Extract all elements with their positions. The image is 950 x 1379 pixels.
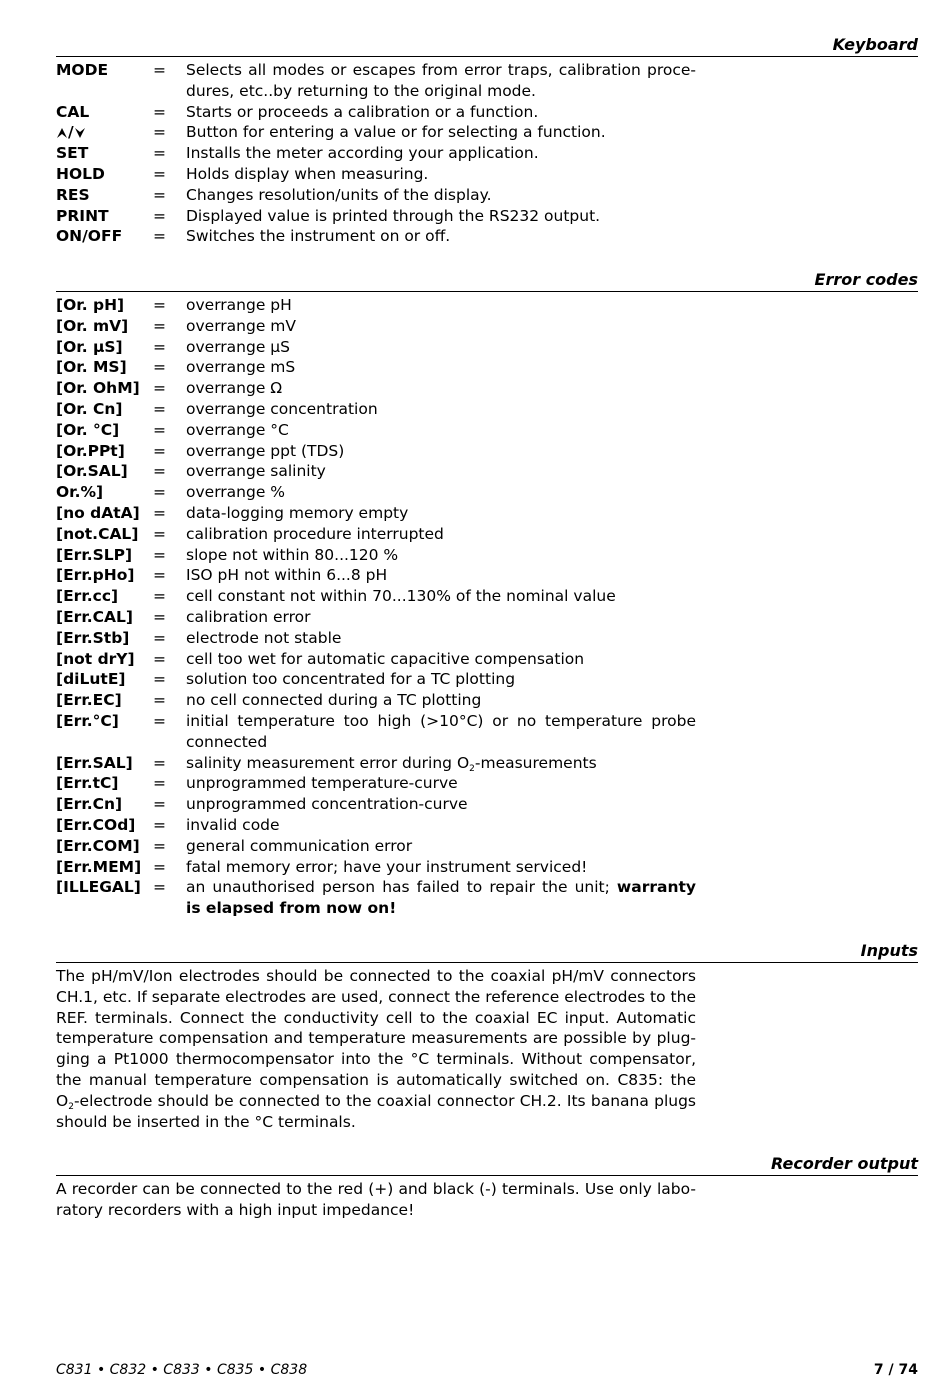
- keyboard-equals: =: [153, 61, 166, 79]
- keyboard-row: [56, 143, 918, 164]
- keyboard-equals: =: [153, 227, 166, 246]
- keyboard-key: PRINT: [56, 206, 109, 225]
- error-code-equals: =: [153, 503, 166, 522]
- error-code-equals: =: [153, 462, 166, 481]
- error-code-description: solution too concentrated for a TC plotting: [186, 670, 516, 689]
- keyboard-key: SET: [56, 144, 89, 163]
- keyboard-row: [56, 226, 918, 247]
- error-code-description: general communication error: [186, 836, 413, 855]
- error-code-equals: =: [153, 815, 166, 834]
- keyboard-key: ON/OFF: [56, 227, 123, 246]
- error-code-key: [Or. Cn]: [56, 399, 123, 418]
- error-code-row: [56, 565, 918, 586]
- keyboard-section: [56, 35, 918, 247]
- keyboard-row: [56, 164, 918, 185]
- keyboard-description: Switches the instrument on or off.: [186, 227, 451, 246]
- error-code-row: [56, 836, 918, 857]
- error-code-row: [56, 753, 918, 774]
- key-separator: /: [68, 123, 74, 142]
- error-code-key: [not.CAL]: [56, 524, 139, 543]
- error-code-description: [186, 877, 696, 919]
- error-code-equals: =: [153, 337, 166, 356]
- error-code-description: slope not within 80...120 %: [186, 545, 399, 564]
- keyboard-key: [56, 122, 153, 143]
- keyboard-equals: =: [153, 102, 166, 121]
- error-code-key: [Or.PPt]: [56, 441, 125, 460]
- description-text-post: -measurements: [474, 753, 597, 772]
- error-code-row: [56, 857, 918, 878]
- error-code-description: overrange ppt (TDS): [186, 441, 345, 460]
- error-code-row: [56, 711, 918, 753]
- error-code-equals: =: [153, 649, 166, 668]
- error-code-description: cell constant not within 70...130% of the nominal value: [186, 587, 616, 606]
- error-code-description: [186, 753, 696, 774]
- error-code-equals: =: [153, 420, 166, 439]
- error-code-row: [56, 524, 918, 545]
- error-code-description: overrange pH: [186, 296, 292, 314]
- error-code-description: overrange mV: [186, 316, 296, 335]
- error-code-key: [Err.COd]: [56, 815, 136, 834]
- keyboard-heading: Keyboard: [56, 35, 918, 57]
- keyboard-description: Displayed value is printed through the RS232 output.: [186, 206, 601, 225]
- keyboard-description: Selects all modes or escapes from error traps, calibration proce-dures, etc..by returning to the original mode.: [186, 61, 696, 100]
- error-code-key: [Err.tC]: [56, 774, 119, 793]
- keyboard-row: [56, 60, 918, 102]
- error-code-row: [56, 316, 918, 337]
- keyboard-key: CAL: [56, 102, 90, 121]
- error-code-row: [56, 399, 918, 420]
- inputs-text-pre: The pH/mV/Ion electrodes should be connected to the coaxial pH/mV connectors CH.1, etc. If separate electrodes are used, connect the reference electrodes to the REF. terminals. Connect the conductivity cell to the coaxial EC input. Automatic temperature compensation and temperature measurements are possible by plug-ging a Pt1000 thermocompensator into the °C terminals. Without compensator, the manual temperature compensation is automatically switched on. C835: the O: [56, 967, 696, 1110]
- error-code-key: [Err.COM]: [56, 836, 140, 855]
- error-code-key: [Err.°C]: [56, 711, 119, 730]
- error-code-key: [Or. MS]: [56, 358, 127, 377]
- error-code-key: [Or. OhM]: [56, 379, 140, 398]
- error-code-key: [diLutE]: [56, 670, 126, 689]
- error-code-key: [Err.EC]: [56, 691, 122, 710]
- error-code-row: [56, 441, 918, 462]
- keyboard-description: Holds display when measuring.: [186, 164, 429, 183]
- error-code-equals: =: [153, 607, 166, 626]
- error-code-row: [56, 503, 918, 524]
- error-code-description: calibration procedure interrupted: [186, 524, 444, 543]
- error-code-equals: =: [153, 545, 166, 564]
- error-code-equals: =: [153, 379, 166, 398]
- error-code-equals: =: [153, 483, 166, 502]
- error-code-key: [Err.Stb]: [56, 628, 130, 647]
- error-code-description: overrange mS: [186, 358, 296, 377]
- error-code-description: overrange µS: [186, 337, 290, 356]
- error-code-key: [Or. µS]: [56, 337, 123, 356]
- keyboard-key: HOLD: [56, 164, 105, 183]
- recorder-output-section: [56, 1154, 918, 1221]
- up-down-arrow-icon: [56, 127, 68, 139]
- description-text: an unauthorised person has failed to repair the unit;: [186, 878, 617, 897]
- description-text: salinity measurement error during O: [186, 753, 470, 772]
- keyboard-equals: =: [153, 123, 166, 142]
- error-code-key: [Err.Cn]: [56, 795, 123, 814]
- error-code-description: overrange °C: [186, 420, 289, 439]
- error-code-description: unprogrammed concentration-curve: [186, 795, 468, 814]
- error-code-key: [not drY]: [56, 649, 135, 668]
- error-code-equals: =: [153, 316, 166, 335]
- recorder-output-paragraph: A recorder can be connected to the red (+) and black (-) terminals. Use only labo-ratory recorders with a high input impedance!: [56, 1180, 696, 1219]
- error-code-description: unprogrammed temperature-curve: [186, 774, 458, 793]
- error-code-row: [56, 607, 918, 628]
- error-code-description: electrode not stable: [186, 628, 342, 647]
- error-code-key: [Or. mV]: [56, 316, 129, 335]
- error-code-equals: =: [153, 878, 166, 897]
- error-code-key: [Or.SAL]: [56, 462, 128, 481]
- error-code-equals: =: [153, 670, 166, 689]
- error-code-row: [56, 295, 918, 316]
- error-code-equals: =: [153, 628, 166, 647]
- error-code-row: [56, 586, 918, 607]
- keyboard-description: Changes resolution/units of the display.: [186, 185, 492, 204]
- error-code-key: [ILLEGAL]: [56, 878, 141, 897]
- error-code-equals: =: [153, 358, 166, 377]
- keyboard-equals: =: [153, 164, 166, 183]
- error-code-row: [56, 773, 918, 794]
- keyboard-equals: =: [153, 144, 166, 163]
- keyboard-key: RES: [56, 185, 90, 204]
- error-code-description: invalid code: [186, 815, 280, 834]
- keyboard-row: [56, 206, 918, 227]
- keyboard-row: [56, 122, 918, 143]
- inputs-text-sub: 2: [68, 1101, 74, 1112]
- error-code-description: overrange concentration: [186, 399, 378, 418]
- error-codes-list: [56, 295, 918, 919]
- error-code-equals: =: [153, 774, 166, 793]
- error-code-equals: =: [153, 399, 166, 418]
- error-code-row: [56, 378, 918, 399]
- error-code-equals: =: [153, 566, 166, 585]
- inputs-heading: Inputs: [56, 941, 918, 963]
- error-code-row: [56, 669, 918, 690]
- keyboard-row: [56, 102, 918, 123]
- error-code-row: [56, 461, 918, 482]
- error-code-description: initial temperature too high (>10°C) or no temperature probe connected: [186, 711, 696, 751]
- error-code-equals: =: [153, 753, 166, 772]
- error-code-key: [Err.SAL]: [56, 753, 133, 772]
- page-number: 7 / 74: [873, 1362, 918, 1378]
- error-code-description: overrange Ω: [186, 379, 283, 398]
- error-code-row: [56, 794, 918, 815]
- error-code-equals: =: [153, 836, 166, 855]
- description-bold-warning: warranty is elapsed from now on!: [186, 878, 696, 918]
- error-code-key: Or.%]: [56, 483, 104, 502]
- keyboard-row: [56, 185, 918, 206]
- error-code-key: [Err.SLP]: [56, 545, 133, 564]
- error-codes-section: [56, 270, 918, 919]
- error-code-key: [Err.cc]: [56, 587, 119, 606]
- description-subscript: 2: [469, 763, 475, 774]
- keyboard-equals: =: [153, 185, 166, 204]
- keyboard-description: Starts or proceeds a calibration or a function.: [186, 102, 539, 121]
- error-code-row: [56, 690, 918, 711]
- error-code-row: [56, 545, 918, 566]
- error-code-description: overrange salinity: [186, 462, 326, 481]
- error-code-description: calibration error: [186, 607, 311, 626]
- error-code-key: [Or. °C]: [56, 420, 120, 439]
- error-code-equals: =: [153, 441, 166, 460]
- keyboard-key: MODE: [56, 61, 109, 79]
- error-code-row: [56, 628, 918, 649]
- error-code-equals: =: [153, 691, 166, 710]
- footer-models: C831 • C832 • C833 • C835 • C838: [56, 1362, 308, 1378]
- error-code-equals: =: [153, 857, 166, 876]
- error-code-description: cell too wet for automatic capacitive compensation: [186, 649, 585, 668]
- error-code-row: [56, 877, 918, 919]
- error-code-row: [56, 815, 918, 836]
- error-code-key: [Err.CAL]: [56, 607, 133, 626]
- keyboard-description: Installs the meter according your application.: [186, 144, 539, 163]
- error-code-equals: =: [153, 795, 166, 814]
- error-code-description: data-logging memory empty: [186, 503, 409, 522]
- error-code-description: ISO pH not within 6...8 pH: [186, 566, 388, 585]
- keyboard-list: [56, 60, 918, 247]
- error-code-row: [56, 649, 918, 670]
- error-codes-heading: Error codes: [56, 270, 918, 292]
- keyboard-equals: =: [153, 206, 166, 225]
- error-code-key: [Err.MEM]: [56, 857, 142, 876]
- error-code-row: [56, 357, 918, 378]
- error-code-description: no cell connected during a TC plotting: [186, 691, 482, 710]
- error-code-key: [Err.pHo]: [56, 566, 135, 585]
- inputs-section: [56, 941, 918, 1132]
- inputs-paragraph: [56, 966, 696, 1132]
- inputs-text-post: -electrode should be connected to the coaxial connector CH.2. Its banana plugs should be inserted in the °C terminals.: [56, 1091, 696, 1131]
- error-code-row: [56, 337, 918, 358]
- error-code-key: [no dAtA]: [56, 503, 140, 522]
- error-code-description: fatal memory error; have your instrument serviced!: [186, 857, 588, 876]
- error-code-equals: =: [153, 587, 166, 606]
- error-code-row: [56, 482, 918, 503]
- error-code-equals: =: [153, 524, 166, 543]
- error-code-key: [Or. pH]: [56, 296, 125, 314]
- error-code-row: [56, 420, 918, 441]
- error-code-equals: =: [153, 711, 166, 730]
- down-arrow-icon: [74, 127, 86, 139]
- error-code-description: overrange %: [186, 483, 286, 502]
- error-code-equals: =: [153, 296, 166, 314]
- keyboard-description: Button for entering a value or for selecting a function.: [186, 123, 606, 142]
- recorder-output-heading: Recorder output: [56, 1154, 918, 1176]
